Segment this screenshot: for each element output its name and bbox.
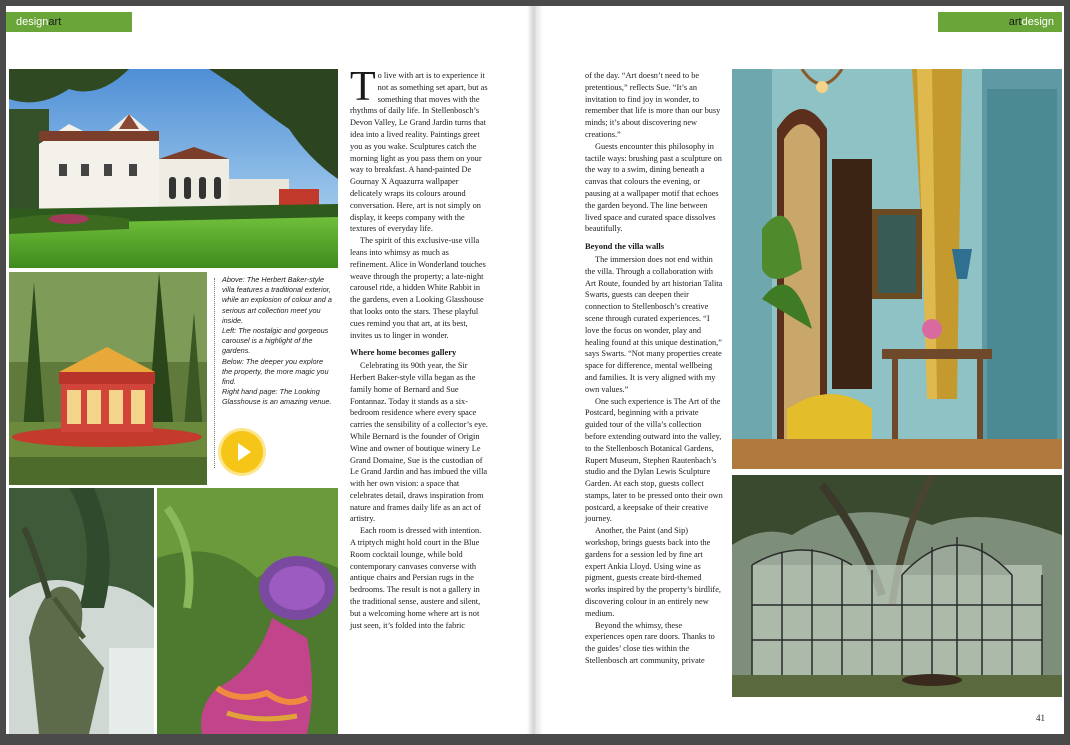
tab-word-art: art [48, 16, 62, 28]
caption-below: Below: The deeper you explore the property, the more magic you find. [222, 356, 329, 387]
subheading: Beyond the villa walls [585, 241, 665, 252]
caption-right-page: Right hand page: The Looking Glasshouse is an amazing venue. [222, 387, 332, 407]
drop-cap: T [350, 64, 376, 110]
article-paragraph: Celebrating its 90th year, the Sir Herbert Baker-style villa began as the family home of Bernard and Sue Fontannaz. Today it stands as a six-bedroom residence where every space carries the sensibility of a collector’s eye. While Bernard is the founder of Origin Wine and owner of boutique winery Le Grand Domaine, Sue is the custodian of Le Grand Jardin and has imbued the villa with her own vision: a space that celebrates detail, draws inspiration from nature and frames daily life as an act of artistry. [350, 361, 488, 524]
article-paragraph: Each room is dressed with intention. A triptych might hold court in the Blue Room cocktail lounge, while bold contemporary canvases converse with antique chairs and Persian rugs in the bedrooms. The result is not a gallery in the traditional sense, austere and silent, but a welcoming home where art is not just seen, it’s folded into the fabric [350, 526, 482, 630]
tab-word-design: design [16, 16, 49, 28]
article-paragraph: The immersion does not end within the villa. Through a collaboration with Art Route, founded by art historian Talita Swarts, guests can deepen their connection to Stellenbosch’s creative scene through curated experiences. “I love the focus on wonder, play and healing found at this unique destination,” says Swarts. “Not many properties create space for difference, mental wellbeing and families. It is very aligned with my own values.” [585, 254, 723, 394]
looking-glasshouse-photo [732, 475, 1062, 697]
article-column-1 [350, 64, 488, 631]
blue-room-interior-photo [732, 69, 1062, 469]
sculpture-photo [9, 488, 154, 734]
caption-left: Left: The nostalgic and gorgeous carousel is a highlight of the gardens. [222, 326, 329, 356]
photo-caption [222, 275, 334, 408]
article-paragraph: of the day. “Art doesn’t need to be pretentious,” reflects Sue. “It’s an invitation to find joy in wonder, to remember that life is more than our busy minds; it’s about discovering new creations.” [585, 71, 721, 139]
subheading: Where home becomes gallery [350, 347, 457, 358]
tab-word-art: art [1008, 16, 1022, 28]
cheshire-cat-sculpture-photo [157, 488, 338, 734]
villa-exterior-photo [9, 69, 338, 268]
caption-dotted-rule [214, 278, 215, 468]
article-column-2 [585, 70, 723, 667]
article-paragraph: One such experience is The Art of the Postcard, beginning with a private guided tour of the villa’s collection before extending outward into the valley, to the Stellenbosch Botanical Gardens, Rupert Museum, Stephen Rautenbach’s studio and the Dylan Lewis Sculpture Garden. At each stop, guests collect stamps, later to be pressed onto their own postcard, a keepsake of their creative journey. [585, 396, 723, 524]
article-paragraph: Beyond the whimsy, these experiences open rare doors. Thanks to the guides’ close ties within the Stellenbosch art community, private [585, 620, 715, 666]
article-paragraph: The spirit of this exclusive-use villa leans into whimsy as much as refinement. Alice in Wonderland touches weave through the property; a late-night carousel ride, a hidden White Rabbit in the gardens, even a Looking Glasshouse that looks onto the stars. These playful cues remind you that art, at its best, invites us to linger in wonder. [350, 236, 486, 340]
article-paragraph: Guests encounter this philosophy in tactile ways: brushing past a sculpture on the way to a swim, dining beneath a canvas that colours the evening, or pausing at a wallpaper motif that echoes the garden beyond. The line between lived space and curated space dissolves beautifully. [585, 141, 722, 234]
caption-above: Above: The Herbert Baker-style villa features a traditional exterior, while an explosion of colour and a serious art collection meet you inside. [222, 275, 332, 325]
carousel-photo [9, 272, 207, 485]
section-tab-right [938, 12, 1062, 32]
tab-word-design: design [1021, 16, 1054, 28]
article-paragraph: Another, the Paint (and Sip) workshop, brings guests back into the gardens for a session led by fine art expert Ankia Lloyd. Using wine as pigment, guests create bird-themed works inspired by the property’s birdlife, discovering colour in an entirely new medium. [585, 526, 721, 618]
page-number: 41 [1036, 713, 1045, 723]
play-video-button[interactable] [221, 431, 263, 473]
article-paragraph: o live with art is to experience it not as something set apart, but as something that moves with the rhythms of daily life. In Stellenbosch’s Devon Valley, Le Grand Jardin turns that idea into a lived reality. Paintings greet you as you wake. Sculptures catch the morning light as you pass them on your way to breakfast. A hand-painted De Gournay X Aquazurra wallpaper delicately wraps its colours around conversation. Here, art is not simply on display, it keeps company with the textures of everyday life. [350, 71, 488, 234]
section-tab-left [6, 12, 132, 32]
